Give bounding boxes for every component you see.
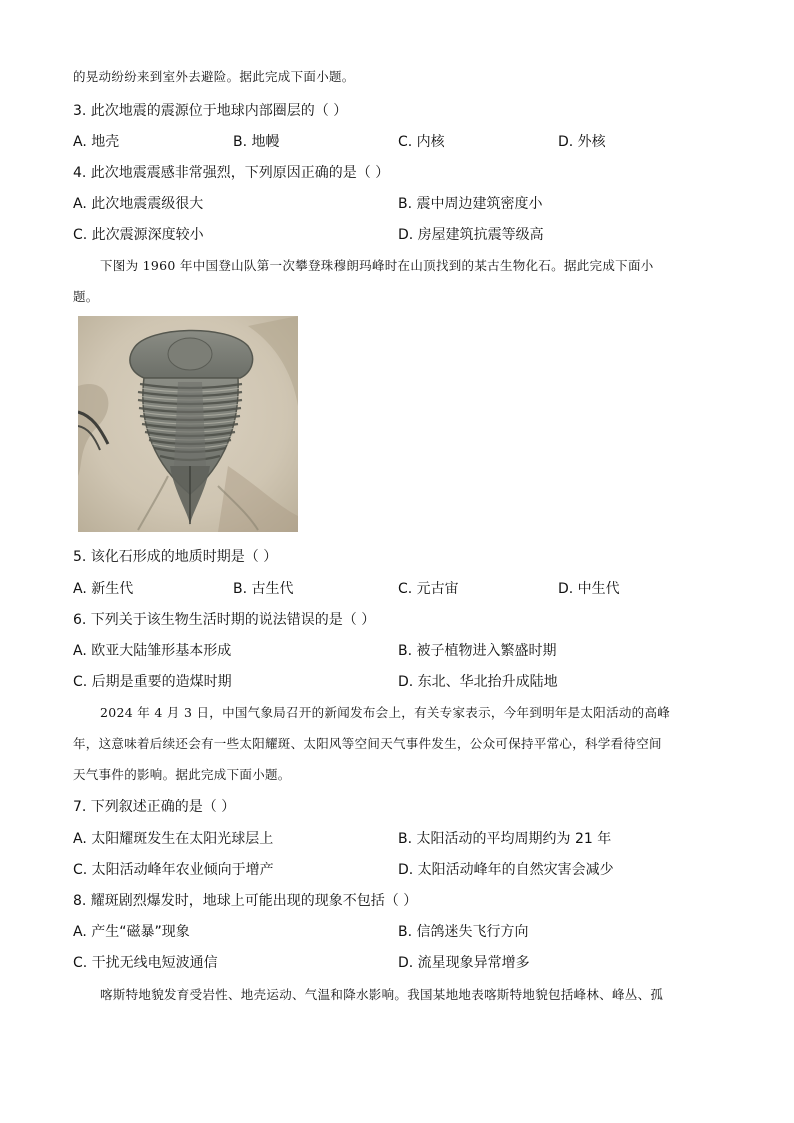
passage-3-line-3: 天气事件的影响。据此完成下面小题。 — [73, 767, 291, 782]
q8-option-d: D. 流星现象异常增多 — [398, 955, 530, 971]
question-8-stem: 8. 耀斑剧烈爆发时，地球上可能出现的现象不包括（ ） — [73, 893, 418, 909]
q6-option-b: B. 被子植物进入繁盛时期 — [398, 643, 557, 659]
q6-option-c: C. 后期是重要的造煤时期 — [73, 674, 232, 690]
passage-2-line-1: 下图为 1960 年中国登山队第一次攀登珠穆朗玛峰时在山顶找到的某古生物化石。据此完成下面小 — [100, 258, 654, 273]
q8-option-a: A. 产生“磁暴”现象 — [73, 924, 190, 940]
q5-option-a: A. 新生代 — [73, 581, 134, 597]
q6-option-d: D. 东北、华北抬升成陆地 — [398, 674, 558, 690]
question-7-stem: 7. 下列叙述正确的是（ ） — [73, 799, 236, 815]
q3-option-d: D. 外核 — [558, 134, 606, 150]
q4-option-b: B. 震中周边建筑密度小 — [398, 196, 543, 212]
q5-option-b: B. 古生代 — [233, 581, 294, 597]
passage-2-line-2: 题。 — [73, 289, 99, 304]
q3-option-c: C. 内核 — [398, 134, 445, 150]
q4-option-c: C. 此次震源深度较小 — [73, 227, 204, 243]
q8-option-b: B. 信鸽迷失飞行方向 — [398, 924, 529, 940]
q6-option-a: A. 欧亚大陆雏形基本形成 — [73, 643, 232, 659]
q5-option-c: C. 元古宙 — [398, 581, 459, 597]
q5-option-d: D. 中生代 — [558, 581, 620, 597]
q3-option-a: A. 地壳 — [73, 134, 120, 150]
q7-option-c: C. 太阳活动峰年农业倾向于增产 — [73, 862, 274, 878]
q4-option-d: D. 房屋建筑抗震等级高 — [398, 227, 544, 243]
passage-3-line-2: 年，这意味着后续还会有一些太阳耀斑、太阳风等空间天气事件发生，公众可保持平常心，科学看待空间 — [73, 736, 662, 751]
passage-4-line-1: 喀斯特地貌发育受岩性、地壳运动、气温和降水影响。我国某地地表喀斯特地貌包括峰林、峰丛、孤 — [100, 987, 664, 1002]
q8-option-c: C. 干扰无线电短波通信 — [73, 955, 218, 971]
question-4-stem: 4. 此次地震震感非常强烈，下列原因正确的是（ ） — [73, 165, 390, 181]
question-5-stem: 5. 该化石形成的地质时期是（ ） — [73, 549, 278, 565]
q7-option-a: A. 太阳耀斑发生在太阳光球层上 — [73, 831, 274, 847]
passage-tail: 的晃动纷纷来到室外去避险。据此完成下面小题。 — [73, 69, 355, 84]
q7-option-b: B. 太阳活动的平均周期约为 21 年 — [398, 831, 612, 847]
trilobite-fossil-image — [78, 316, 298, 532]
passage-3-line-1: 2024 年 4 月 3 日，中国气象局召开的新闻发布会上，有关专家表示，今年到明年是太阳活动的高峰 — [100, 705, 671, 720]
q4-option-a: A. 此次地震震级很大 — [73, 196, 204, 212]
question-6-stem: 6. 下列关于该生物生活时期的说法错误的是（ ） — [73, 612, 376, 628]
q7-option-d: D. 太阳活动峰年的自然灾害会减少 — [398, 862, 614, 878]
question-3-stem: 3. 此次地震的震源位于地球内部圈层的（ ） — [73, 103, 348, 119]
q3-option-b: B. 地幔 — [233, 134, 280, 150]
